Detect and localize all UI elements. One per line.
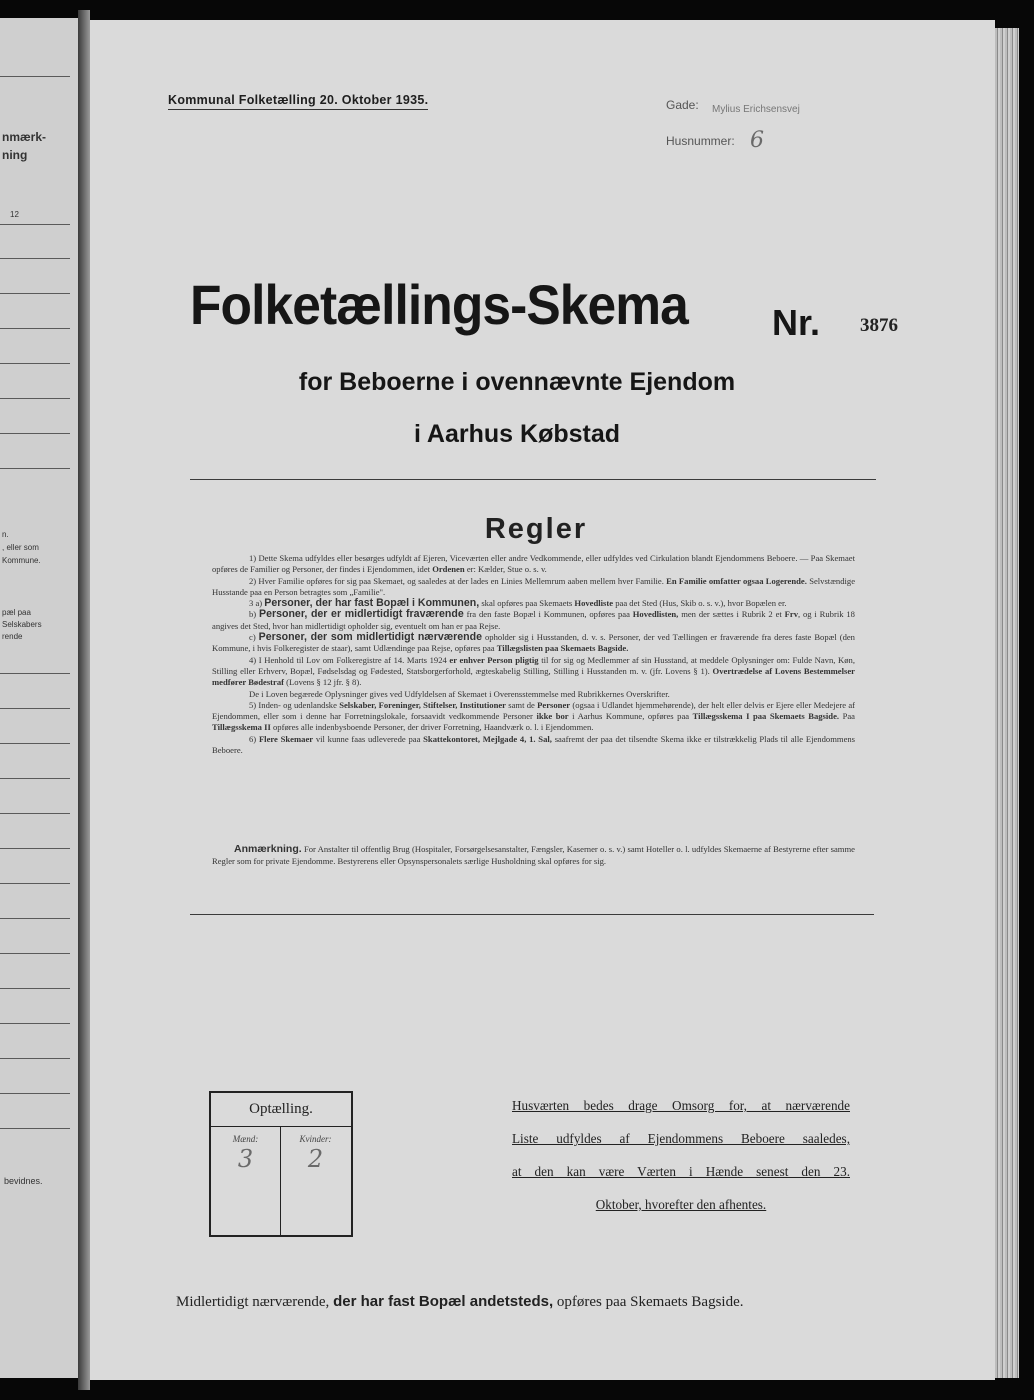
notice-line: Oktober, hvorefter den afhentes.	[595, 1197, 767, 1212]
notice-line: Husværten bedes drage Omsorg for, at nærværende	[512, 1098, 850, 1113]
rule-2: 2) Hver Familie opføres for sig paa Skemaet, og saaledes at der lades en Linies Mellemrum aaben mellem hver Familie. En Familie omfatter ogsaa Logerende. Selvstændige Husstande paa en Person betragtes som „Familie".	[212, 575, 856, 597]
form-rule	[0, 1128, 70, 1129]
form-rule	[0, 918, 70, 919]
fragment-text: , eller som	[2, 543, 39, 552]
form-rule	[0, 224, 70, 225]
form-rule	[0, 293, 70, 294]
fragment-text: 12	[10, 210, 19, 219]
house-number-value: 6	[750, 128, 764, 153]
fragment-text: n.	[2, 530, 9, 539]
census-title: Kommunal Folketælling 20. Oktober 1935.	[168, 93, 428, 110]
previous-page-fragment	[0, 18, 78, 1378]
rule-3b: b) Personer, der er midlertidigt fraværende fra den faste Bopæl i Kommunen, opføres paa Hovedlisten, men der sættes i Rubrik 2 et Frv, og i Rubrik 18 angives det Sted, hvor han midlertidigt opholder sig, eventuelt om han er paa Rejse.	[212, 608, 855, 631]
men-count: 3	[237, 1145, 254, 1173]
fragment-text: bevidnes.	[4, 1176, 43, 1186]
count-title: Optælling.	[249, 1101, 313, 1117]
form-rule	[0, 883, 70, 884]
form-rule	[0, 848, 70, 849]
women-label: Kvinder:	[299, 1134, 332, 1144]
fragment-text: pæl paa	[2, 608, 31, 617]
fragment-text: nmærk-	[2, 130, 47, 144]
form-subtitle-line2: i Aarhus Købstad	[413, 420, 621, 448]
form-rule	[0, 258, 70, 259]
remark-label: Anmærkning.	[234, 843, 302, 855]
form-subtitle-line1: for Beboerne i ovennævnte Ejendom	[298, 368, 736, 396]
form-rule	[0, 953, 70, 954]
notice-line: at den kan være Værten i Hænde senest den 23.	[512, 1164, 850, 1179]
form-rule	[0, 708, 70, 709]
rule-4-cont: De i Loven begærede Oplysninger gives ved Udfyldelsen af Skemaet i Overensstemmelse med Rubrikkernes Overskrifter.	[249, 688, 670, 699]
rule-3a: 3 a) Personer, der har fast Bopæl i Kommunen, skal opføres paa Skemaets Hovedliste paa det Sted (Hus, Skib o. s. v.), hvor Bopælen er.	[249, 597, 787, 610]
form-rule	[0, 1023, 70, 1024]
street-label: Gade:	[666, 98, 699, 112]
form-number-label: Nr.	[772, 302, 821, 343]
footer-note: Midlertidigt nærværende, der har fast Bopæl andetsteds, opføres paa Skemaets Bagside.	[176, 1293, 744, 1310]
rule-3c: c) Personer, der som midlertidigt nærværende opholder sig i Husstanden, d. v. s. Personer, der ved Tællingen er fraværende fra deres faste Bopæl (den Kommune, i hvis Folkeregister de staar), samt Udlændinge paa Rejse, opføres paa Tillægslisten paa Skemaets Bagside.	[212, 631, 855, 654]
remark-text: For Anstalter til offentlig Brug (Hospitaler, Forsørgelsesanstalter, Fængsler, Kaserner o. s. v.) samt Hoteller o. l. udfyldes Skemaerne af Bestyrerne efter samme Regler som for private Ejendomme. Bestyrerens eller Opsynspersonalets særlige Husholdning skal opføres for sig.	[212, 844, 855, 866]
count-box	[209, 1091, 353, 1237]
form-rule	[0, 398, 70, 399]
form-rule	[0, 988, 70, 989]
form-rule	[0, 76, 70, 77]
women-count: 2	[307, 1145, 324, 1173]
form-rule	[0, 1058, 70, 1059]
separator-rule	[190, 479, 876, 480]
rule-6: 6) Flere Skemaer vil kunne faas udleverede paa Skattekontoret, Mejlgade 4, 1. Sal, saafremt der paa det tilsendte Skema ikke er tilstrækkelig Plads til alle Ejendommens Beboere.	[212, 733, 856, 756]
book-gutter	[78, 10, 90, 1390]
form-rule	[0, 363, 70, 364]
count-divider	[211, 1126, 351, 1127]
rule-1: 1) Dette Skema udfyldes eller besørges udfyldt af Ejeren, Viceværten eller andre Vedkommende, eller udfyldes ved Cirkulation blandt Ejendommens Beboere. — Paa Skemaet opføres de Familier og Personer, der findes i Ejendommen, idet Ordenen er: Kælder, Stue o. s. v.	[212, 553, 855, 575]
house-number-label: Husnummer:	[666, 134, 735, 148]
form-number-value: 3876	[860, 315, 898, 336]
fragment-text: Selskabers	[2, 620, 42, 629]
form-rule	[0, 328, 70, 329]
fragment-text: rende	[2, 632, 23, 641]
form-rule	[0, 778, 70, 779]
men-label: Mænd:	[232, 1134, 259, 1144]
separator-rule	[190, 914, 874, 915]
notice-line: Liste udfyldes af Ejendommens Beboere saaledes,	[512, 1131, 850, 1146]
page-stack-edge	[995, 28, 1019, 1378]
fragment-text: Kommune.	[2, 556, 41, 565]
form-rule	[0, 468, 70, 469]
remark-paragraph	[212, 844, 855, 867]
landlord-notice	[512, 1098, 850, 1230]
rule-4: 4) I Henhold til Lov om Folkeregistre af 14. Marts 1924 er enhver Person pligtig til for sig og Medlemmer af sin Husstand, at meddele Oplysninger om: Fulde Navn, Køn, Stilling eller Erhverv, Bopæl, Fødselsdag og Fødested, Statsborgerforhold, ægteskabelig Stilling, Stilling i Husstanden m. v. (jfr. Lovens § 1). Overtrædelse af Lovens Bestemmelser medfører Bødestraf (Lovens § 12 jfr. § 8).	[212, 654, 855, 688]
form-rule	[0, 813, 70, 814]
rules-heading: Regler	[484, 513, 588, 545]
rule-5: 5) Inden- og udenlandske Selskaber, Foreninger, Stiftelser, Institutioner samt de Personer (ogsaa i Udlandet hjemmehørende), der helt eller delvis er Ejere eller Medejere af Ejendommen, eller som i denne har Forretningslokale, forsaavidt vedkommende Personer ikke bor i Aarhus Kommune, opføres paa Tillægsskema I paa Skemaets Bagside. Paa Tillægsskema II opføres alle indenbysboende Personer, der driver Forretning, Haandværk o. l. i Ejendommen.	[212, 699, 855, 733]
rules-text	[212, 553, 855, 756]
form-rule	[0, 743, 70, 744]
form-rule	[0, 1093, 70, 1094]
form-title: Folketællings-Skema	[190, 273, 688, 336]
fragment-text: ning	[2, 148, 28, 162]
street-value: Mylius Erichsensvej	[712, 104, 800, 115]
form-rule	[0, 673, 70, 674]
